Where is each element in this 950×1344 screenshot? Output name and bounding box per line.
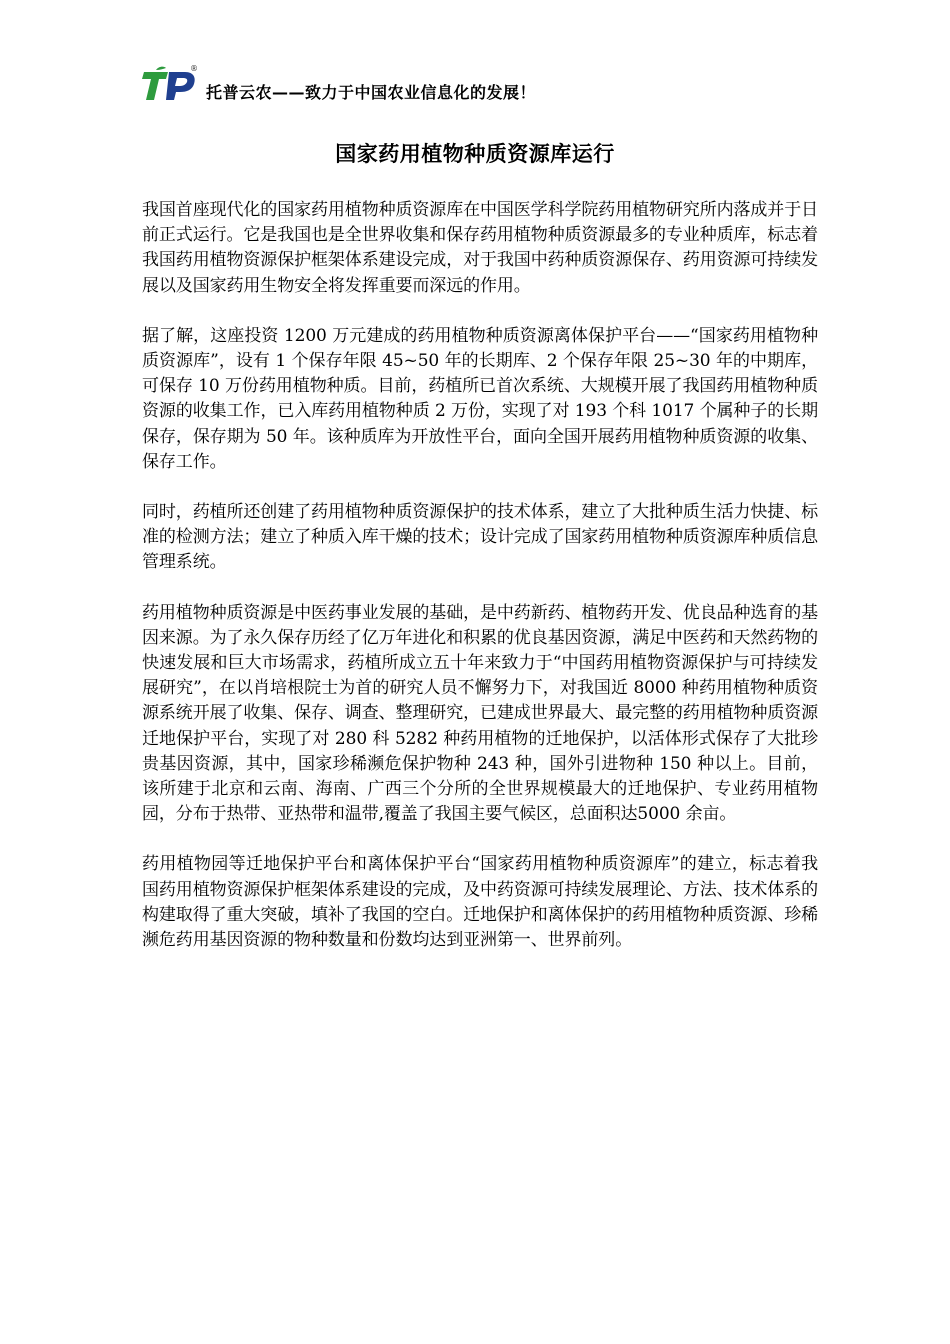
article-body: [142, 198, 818, 978]
article-paragraph: 据了解，这座投资 1200 万元建成的药用植物种质资源离体保护平台——“国家药用植物种质资源库”，设有 1 个保存年限 45~50 年的长期库、2 个保存年限 25~30 年的中期库，可保存 10 万份药用植物种质。目前，药植所已首次系统、大规模开展了我国药用植物种质资源的收集工作，已入库药用植物种质 2 万份，实现了对 193 个科 1017 个属种子的长期保存，保存期为 50 年。该种质库为开放性平台，面向全国开展药用植物种质资源的收集、保存工作。: [142, 325, 818, 472]
article-paragraph: 我国首座现代化的国家药用植物种质资源库在中国医学科学院药用植物研究所内落成并于日前正式运行。它是我国也是全世界收集和保存药用植物种质资源最多的专业种质库，标志着我国药用植物资源保护框架体系建设完成，对于我国中药种质资源保存、药用资源可持续发展以及国家药用生物安全将发挥重要而深远的作用。: [142, 200, 818, 296]
registered-trademark-mark: ®: [190, 64, 198, 73]
article-title: 国家药用植物种质资源库运行: [335, 142, 615, 166]
article-paragraph: 药用植物种质资源是中医药事业发展的基础，是中药新药、植物药开发、优良品种选育的基因来源。为了永久保存历经了亿万年进化和积累的优良基因资源，满足中医药和天然药物的快速发展和巨大市场需求，药植所成立五十年来致力于“中国药用植物资源保护与可持续发展研究”，在以肖培根院士为首的研究人员不懈努力下，对我国近 8000 种药用植物种质资源系统开展了收集、保存、调查、整理研究，已建成世界最大、最完整的药用植物种质资源迁地保护平台，实现了对 280 科 5282 种药用植物的迁地保护，以活体形式保存了大批珍贵基因资源，其中，国家珍稀濒危保护物种 243 种，国外引进物种 150 种以上。目前，该所建于北京和云南、海南、广西三个分所的全世界规模最大的迁地保护、专业药用植物园，分布于热带、亚热带和温带,覆盖了我国主要气候区，总面积达5000 余亩。: [142, 602, 818, 825]
page-header: [142, 66, 842, 106]
article-paragraph: 药用植物园等迁地保护平台和离体保护平台“国家药用植物种质资源库”的建立，标志着我国药用植物资源保护框架体系建设的完成，及中药资源可持续发展理论、方法、技术体系的构建取得了重大突破，填补了我国的空白。迁地保护和离体保护的药用植物种质资源、珍稀濒危药用基因资源的物种数量和份数均达到亚洲第一、世界前列。: [142, 854, 818, 951]
article-paragraph: 同时，药植所还创建了药用植物种质资源保护的技术体系，建立了大批种质生活力快捷、标准的检测方法；建立了种质入库干燥的技术；设计完成了国家药用植物种质资源库种质信息管理系统。: [142, 502, 818, 573]
company-slogan: 托普云农——致力于中国农业信息化的发展！: [206, 83, 537, 102]
